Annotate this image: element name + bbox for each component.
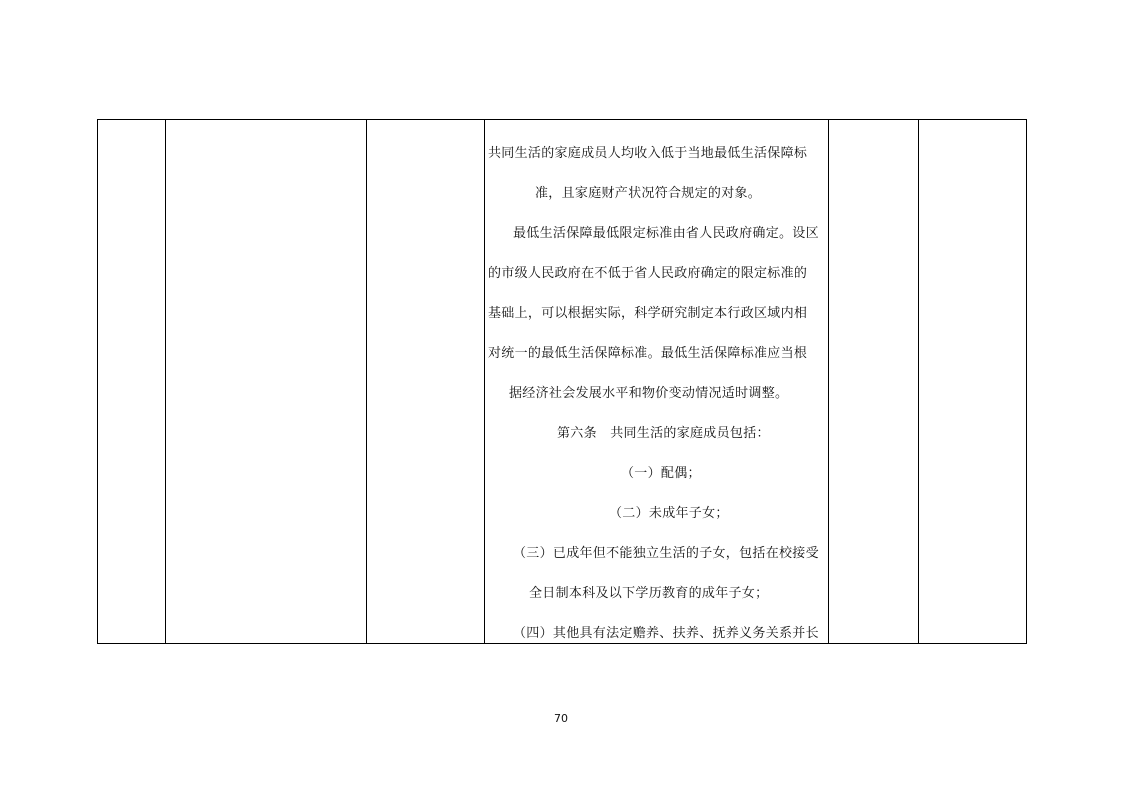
column-divider: [918, 120, 919, 643]
text-line: 据经济社会发展水平和物价变动情况适时调整。: [509, 386, 789, 401]
text-line: 准，且家庭财产状况符合规定的对象。: [535, 186, 762, 201]
list-item: （四）其他具有法定赡养、扶养、抚养义务关系并长: [513, 626, 819, 641]
article-heading: 第六条 共同生活的家庭成员包括：: [557, 426, 770, 441]
column-divider: [366, 120, 367, 643]
list-item: （二）未成年子女；: [609, 506, 729, 521]
text-line: 全日制本科及以下学历教育的成年子女；: [529, 586, 769, 601]
text-line: 最低生活保障最低限定标准由省人民政府确定。设区: [513, 226, 819, 241]
column-divider: [165, 120, 166, 643]
provision-text-cell: [485, 120, 828, 643]
list-item: （一）配偶；: [621, 466, 701, 481]
text-line: 对统一的最低生活保障标准。最低生活保障标准应当根: [488, 346, 808, 361]
text-line: 的市级人民政府在不低于省人民政府确定的限定标准的: [488, 266, 808, 281]
text-line: 共同生活的家庭成员人均收入低于当地最低生活保障标: [488, 146, 808, 161]
page-number: 70: [554, 712, 568, 725]
document-table: [97, 119, 1027, 644]
text-line: 基础上，可以根据实际，科学研究制定本行政区域内相: [488, 306, 808, 321]
column-divider: [828, 120, 829, 643]
list-item: （三）已成年但不能独立生活的子女，包括在校接受: [513, 546, 819, 561]
